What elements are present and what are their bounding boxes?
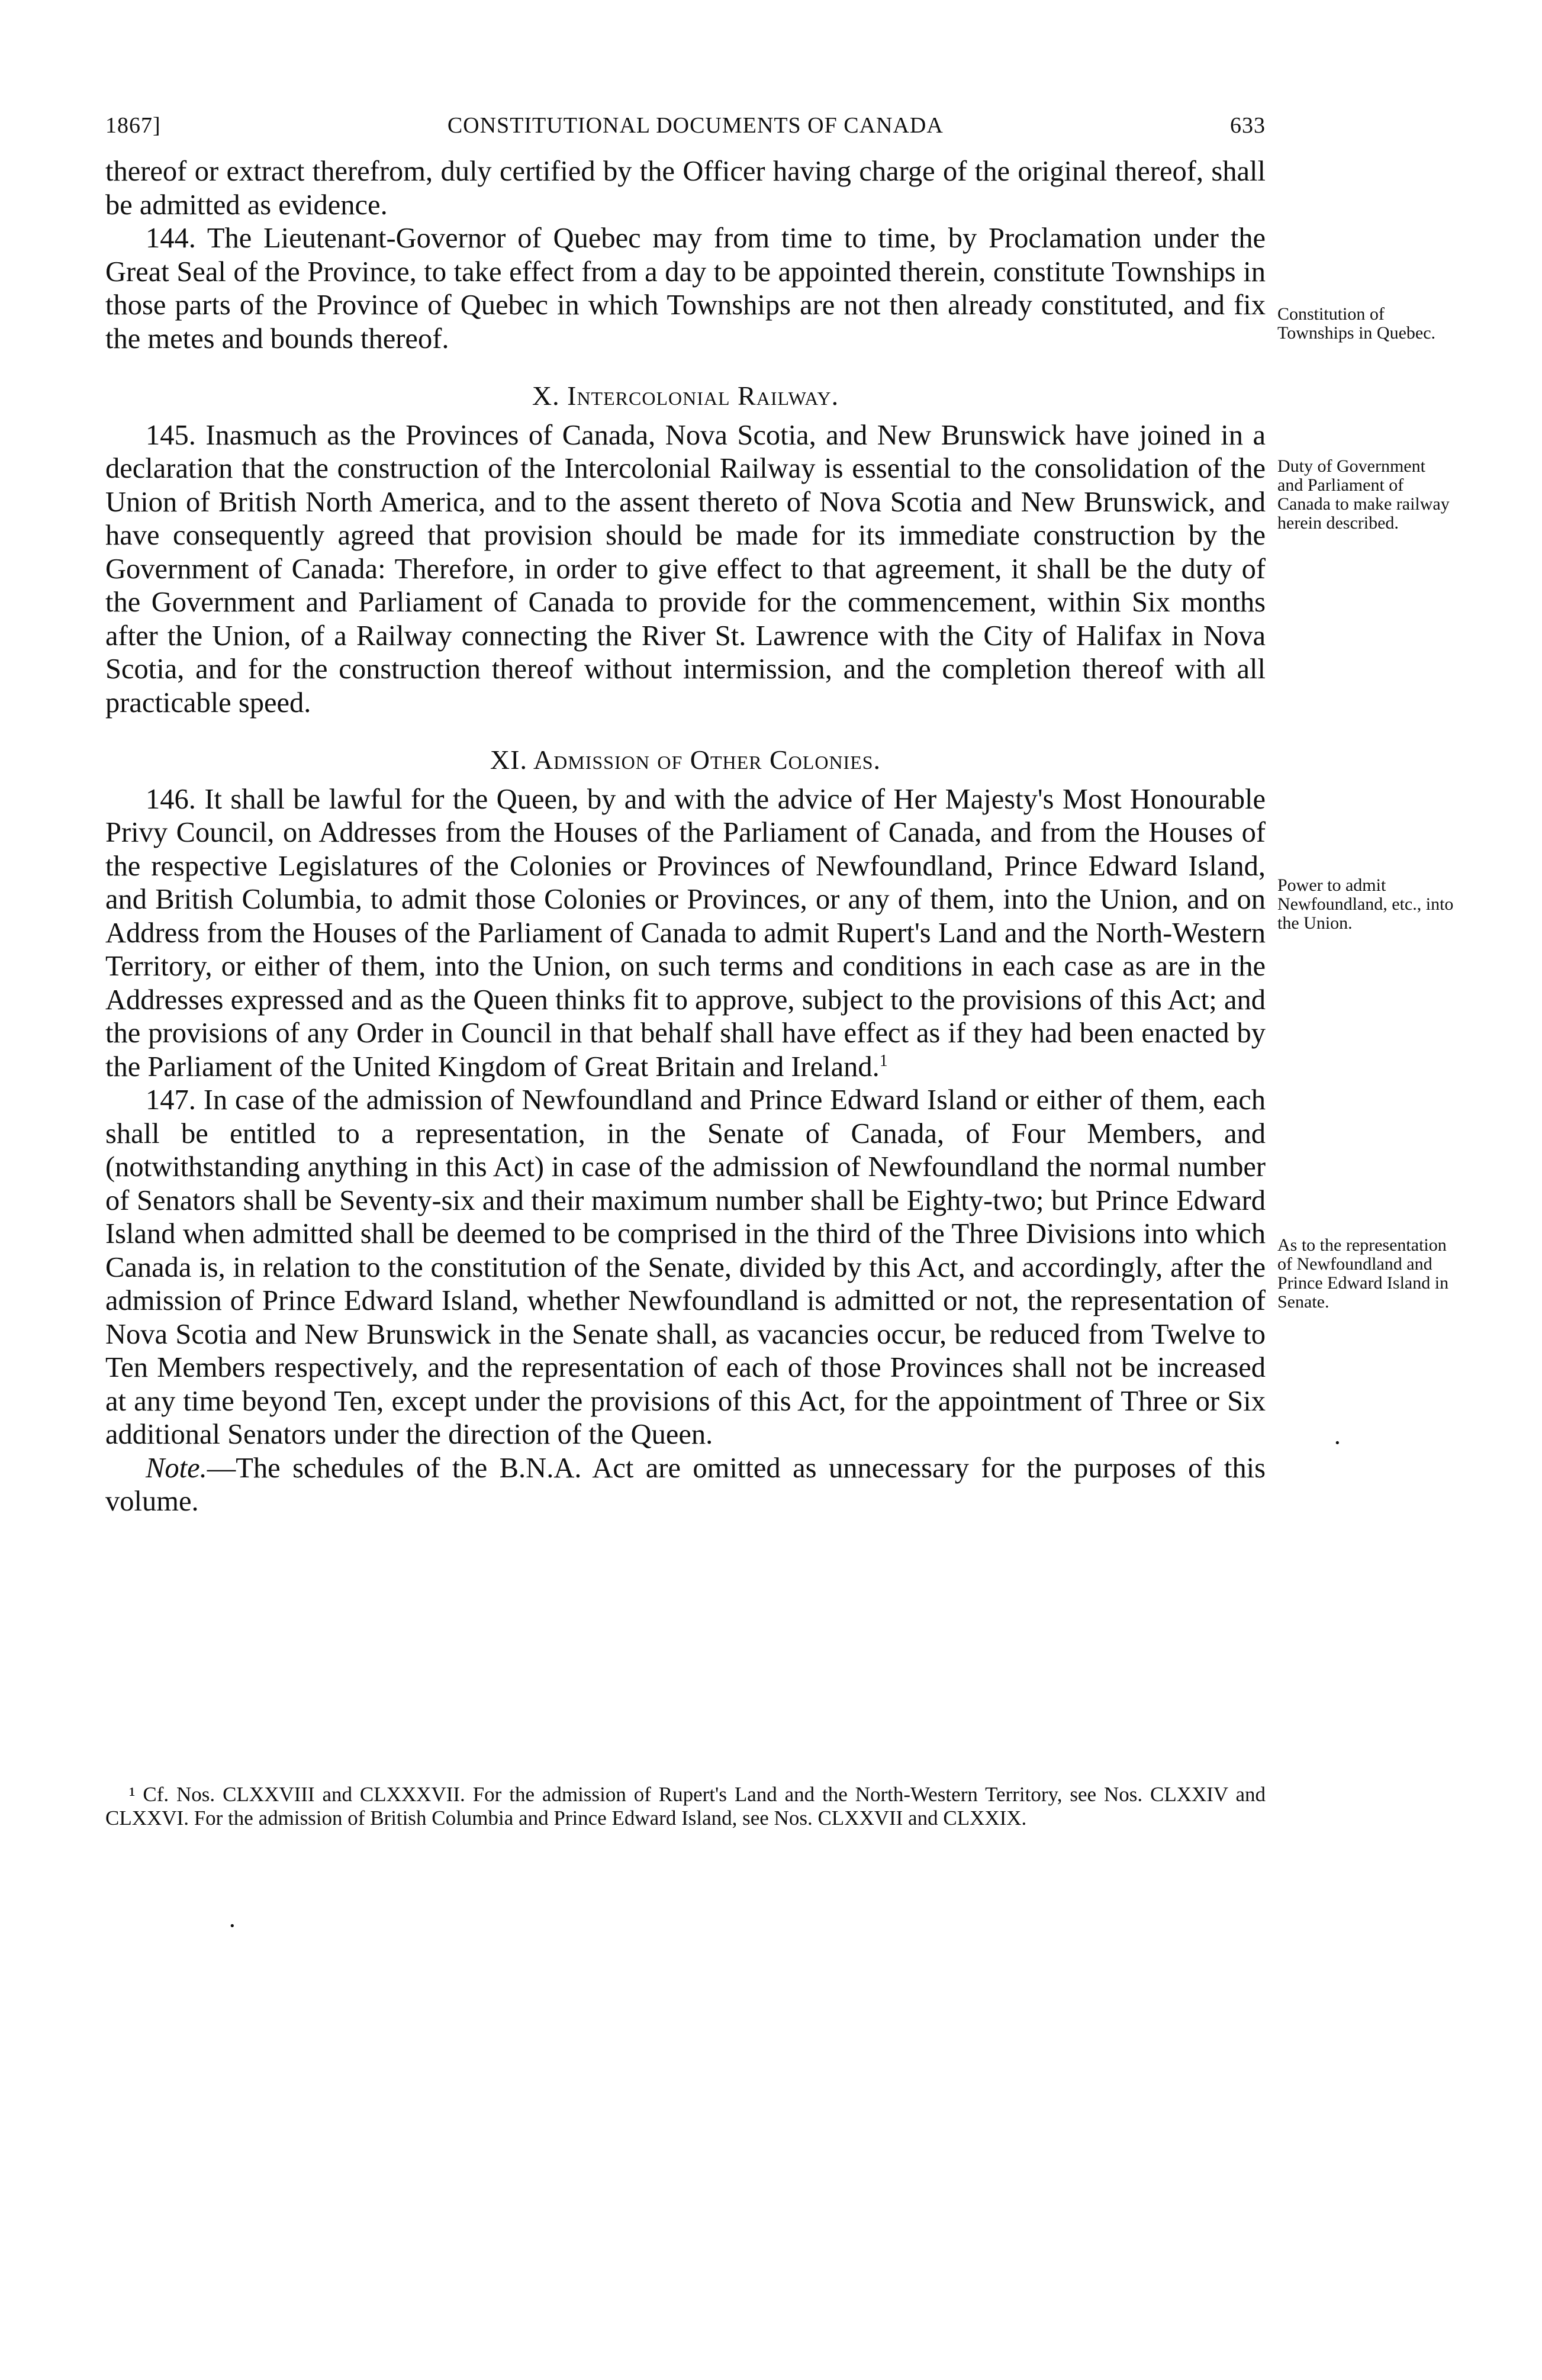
section-146 (105, 783, 1266, 1084)
section-145: 145. Inasmuch as the Provinces of Canada, Nova Scotia, and New Brunswick have joined in a declaration that the construction of the Intercolonial Railway is essential to the consolidation of the Union of British North America, and to the assent thereto of Nova Scotia and New Brunswick, and have consequently agreed that provision should be made for its immediate construction by the Government of Canada: Therefore, in order to give effect to that agreement, it shall be the duty of the Government and Parliament of Canada to provide for the commencement, within Six months after the Union, of a Railway connecting the River St. Lawrence with the City of Halifax in Nova Scotia, and for the construction thereof without intermission, and the completion thereof with all practicable speed. (105, 419, 1266, 719)
stray-mark: · (228, 1911, 237, 1940)
footnote-mark: 1 (879, 1051, 888, 1070)
margin-note-145: Duty of Government and Parliament of Canada to make railway herein described. (1277, 456, 1450, 533)
note-paragraph (105, 1452, 1266, 1519)
note-label: Note. (146, 1452, 207, 1484)
margin-note-146: Power to admit Newfoundland, etc., into the Union. (1277, 875, 1454, 933)
continuation-paragraph: thereof or extract therefrom, duly certified by the Officer having charge of the original thereof, shall be admitted as evidence. (105, 156, 1266, 221)
section-144: 144. The Lieutenant-Governor of Quebec may from time to time, by Proclamation under the Great Seal of the Province, to take effect from a day to be appointed therein, constitute Townships in those parts of the Province of Quebec in which Townships are not then already constituted, and fix the metes and bounds thereof. (105, 223, 1266, 355)
footnote-1: ¹ Cf. Nos. CLXXVIII and CLXXXVII. For the admission of Rupert's Land and the North-Western Territory, see Nos. CLXXIV and CLXXVI. For the admission of British Columbia and Prince Edward Island, see Nos. CLXXVII and CLXXIX. (105, 1783, 1266, 1830)
margin-note-144: Constitution of Townships in Quebec. (1277, 304, 1436, 343)
main-text (105, 155, 1266, 1519)
section-146-text: 146. It shall be lawful for the Queen, by and with the advice of Her Majesty's Most Honourable Privy Council, on Addresses from the Houses of the Parliament of Canada, and from the Houses of the respective Legislatures of the Colonies or Provinces of Newfoundland, Prince Edward Island, and British Columbia, to admit those Colonies or Provinces, or any of them, into the Union, and on Address from the Houses of the Parliament of Canada to admit Rupert's Land and the North-Western Territory, or either of them, into the Union, on such terms and conditions in each case as are in the Addresses expressed and as the Queen thinks fit to approve, subject to the provisions of this Act; and the provisions of any Order in Council in that behalf shall have effect as if they had been enacted by the Parliament of the United Kingdom of Great Britain and Ireland. (105, 783, 1266, 1083)
running-header (105, 112, 1266, 139)
stray-mark: · (1333, 1428, 1342, 1457)
header-title: CONSTITUTIONAL DOCUMENTS OF CANADA (447, 113, 944, 138)
heading-admission-of-other-colonies: XI. Admission of Other Colonies. (490, 745, 881, 775)
margin-note-147: As to the representation of Newfoundland and Prince Edward Island in Senate. (1277, 1235, 1449, 1312)
section-147: 147. In case of the admission of Newfoundland and Prince Edward Island or either of them, each shall be entitled to a representation, in the Senate of Canada, of Four Members, and (notwithstanding anything in this Act) in case of the admission of Newfoundland the normal number of Senators shall be Seventy-six and their maximum number shall be Eighty-two; but Prince Edward Island when admitted shall be deemed to be comprised in the third of the Three Divisions into which Canada is, in relation to the constitution of the Senate, divided by this Act, and accordingly, after the admission of Prince Edward Island, whether Newfoundland is admitted or not, the representation of Nova Scotia and New Brunswick in the Senate shall, as vacancies occur, be reduced from Twelve to Ten Members respectively, and the representation of each of those Provinces shall not be increased at any time beyond Ten, except under the provisions of this Act, for the appointment of Three or Six additional Senators under the direction of the Queen. (105, 1084, 1266, 1450)
footnotes (105, 1783, 1266, 1830)
page-number: 633 (1230, 113, 1266, 138)
heading-intercolonial-railway: X. Intercolonial Railway. (532, 381, 839, 411)
note-text: —The schedules of the B.N.A. Act are omitted as unnecessary for the purposes of this volume. (105, 1452, 1266, 1517)
header-year: 1867] (105, 113, 161, 138)
